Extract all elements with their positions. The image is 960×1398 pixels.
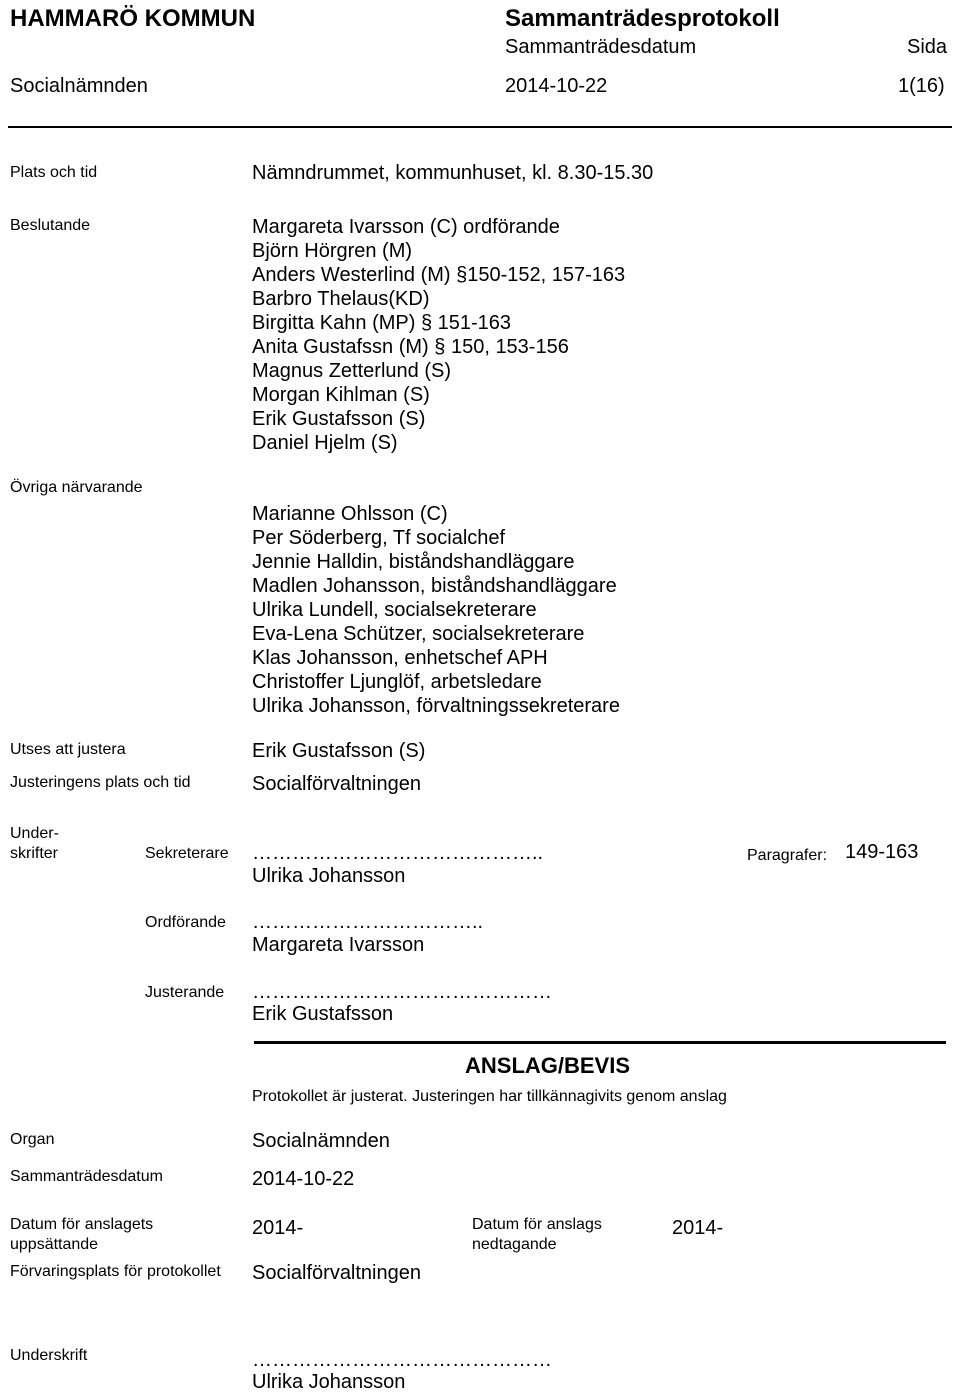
other-attendee: Klas Johansson, enhetschef APH (252, 647, 548, 669)
other-attendee: Christoffer Ljunglöf, arbetsledare (252, 671, 542, 693)
document-type: Sammanträdesprotokoll (505, 5, 780, 32)
other-attendee: Ulrika Lundell, socialsekreterare (252, 599, 537, 621)
secretary-signature-line: …………………………………….. (252, 842, 544, 864)
notice-title: ANSLAG/BEVIS (465, 1053, 631, 1078)
paragraphs-label: Paragrafer: (747, 847, 828, 864)
meeting-date-label: Sammanträdesdatum (505, 36, 697, 58)
adjust-value: Erik Gustafsson (S) (252, 740, 426, 762)
other-attendee: Per Söderberg, Tf socialchef (252, 527, 506, 549)
header-divider (8, 126, 952, 128)
committee-name: Socialnämnden (10, 75, 148, 97)
adjuster-label: Justerande (145, 984, 225, 1001)
deciding-member: Anders Westerlind (M) §150-152, 157-163 (252, 264, 626, 286)
place-label: Plats och tid (10, 164, 98, 181)
removed-date-label-line2: nedtagande (472, 1236, 557, 1253)
organ-label: Organ (10, 1131, 55, 1148)
adjust-place-label: Justeringens plats och tid (10, 774, 191, 791)
adjuster-name: Erik Gustafsson (252, 1003, 394, 1025)
notice-date-value: 2014-10-22 (252, 1168, 355, 1190)
other-attendee: Jennie Halldin, biståndshandläggare (252, 551, 575, 573)
organ-value: Socialnämnden (252, 1130, 390, 1152)
municipality-name: HAMMARÖ KOMMUN (10, 5, 256, 32)
adjust-place-value: Socialförvaltningen (252, 773, 421, 795)
other-attendee: Madlen Johansson, biståndshandläggare (252, 575, 617, 597)
deciding-member: Birgitta Kahn (MP) § 151-163 (252, 312, 512, 334)
signature-name: Ulrika Johansson (252, 1371, 406, 1393)
deciding-member: Anita Gustafssn (M) § 150, 153-156 (252, 336, 569, 358)
others-label: Övriga närvarande (10, 479, 143, 496)
secretary-label: Sekreterare (145, 845, 229, 862)
deciding-member: Daniel Hjelm (S) (252, 432, 398, 454)
signature-line: ……………………………………… (252, 1349, 552, 1371)
removed-date-label-line1: Datum för anslags (472, 1216, 602, 1233)
deciding-member: Morgan Kihlman (S) (252, 384, 430, 406)
deciding-list (252, 215, 625, 455)
deciding-label: Beslutande (10, 217, 91, 234)
adjust-label: Utses att justera (10, 741, 126, 758)
page-number: 1(16) (898, 75, 945, 97)
chair-name: Margareta Ivarsson (252, 934, 425, 956)
posted-date-label-line2: uppsättande (10, 1236, 99, 1253)
place-value: Nämndrummet, kommunhuset, kl. 8.30-15.30 (252, 162, 654, 184)
chair-signature-line: …………………………….. (252, 911, 484, 933)
posted-date-value: 2014- (252, 1217, 304, 1239)
deciding-member: Björn Hörgren (M) (252, 240, 413, 262)
adjuster-signature-line: ……………………………………… (252, 981, 552, 1003)
other-attendee: Ulrika Johansson, förvaltningssekreterare (252, 695, 620, 717)
deciding-member: Erik Gustafsson (S) (252, 408, 426, 430)
notice-statement: Protokollet är justerat. Justeringen har tillkännagivits genom anslag (252, 1088, 727, 1105)
signatures-label-line1: Under- (10, 825, 59, 842)
others-list (252, 502, 620, 718)
meeting-date: 2014-10-22 (505, 75, 608, 97)
chair-label: Ordförande (145, 914, 226, 931)
notice-divider (254, 1041, 946, 1044)
paragraphs-value: 149-163 (845, 841, 919, 863)
deciding-member: Barbro Thelaus(KD) (252, 288, 430, 310)
secretary-name: Ulrika Johansson (252, 865, 406, 887)
storage-value: Socialförvaltningen (252, 1262, 421, 1284)
page-label: Sida (907, 36, 948, 58)
signatures-label-line2: skrifter (10, 845, 58, 862)
deciding-member: Magnus Zetterlund (S) (252, 360, 451, 382)
posted-date-label-line1: Datum för anslagets (10, 1216, 154, 1233)
deciding-member: Margareta Ivarsson (C) ordförande (252, 216, 560, 238)
removed-date-value: 2014- (672, 1217, 724, 1239)
notice-date-label: Sammanträdesdatum (10, 1168, 163, 1185)
other-attendee: Marianne Ohlsson (C) (252, 503, 448, 525)
other-attendee: Eva-Lena Schützer, socialsekreterare (252, 623, 585, 645)
storage-label: Förvaringsplats för protokollet (10, 1263, 221, 1280)
signature-label: Underskrift (10, 1347, 88, 1364)
